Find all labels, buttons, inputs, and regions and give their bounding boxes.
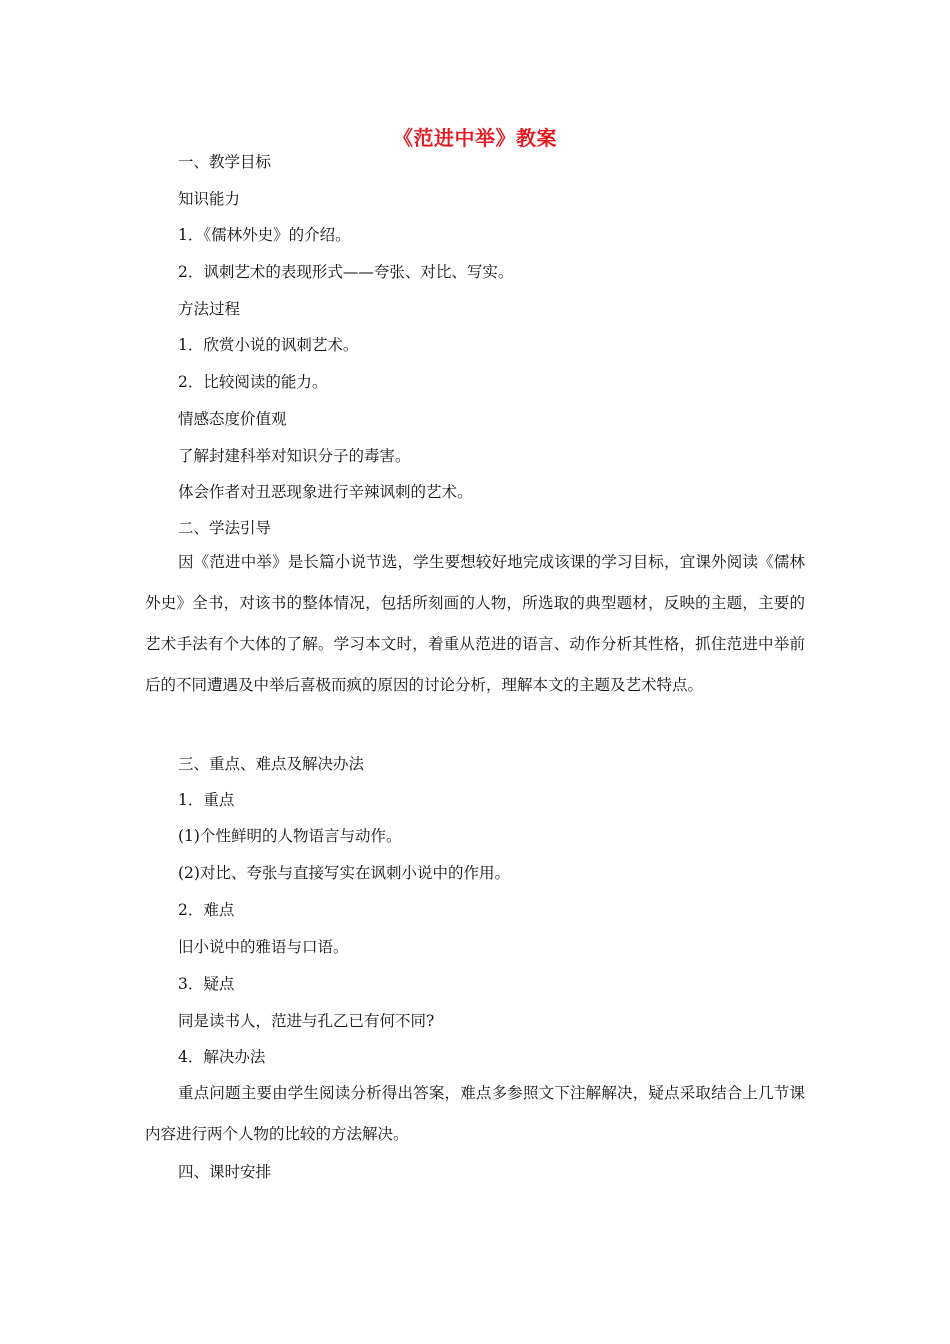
difficulty-item-1: 旧小说中的雅语与口语。 <box>178 938 349 956</box>
emotion-item-1: 了解封建科举对知识分子的毒害。 <box>178 447 411 465</box>
key-point-item-1: (1)个性鲜明的人物语言与动作。 <box>178 827 402 845</box>
document-title: 《范进中举》教案 <box>393 126 557 150</box>
doubt-heading: 3．疑点 <box>178 975 235 993</box>
method-item-2: 2．比较阅读的能力。 <box>178 373 328 391</box>
doubt-item-1: 同是读书人，范进与孔乙已有何不同? <box>178 1012 435 1030</box>
emotion-item-2: 体会作者对丑恶现象进行辛辣讽刺的艺术。 <box>178 483 473 501</box>
section-heading-schedule: 四、课时安排 <box>178 1163 272 1181</box>
section-heading-key-points: 三、重点、难点及解决办法 <box>178 755 365 773</box>
knowledge-item-2: 2．讽刺艺术的表现形式——夸张、对比、写实。 <box>178 263 514 281</box>
difficulty-heading: 2．难点 <box>178 901 235 919</box>
study-guide-paragraph: 因《范进中举》是长篇小说节选，学生要想较好地完成该课的学习目标，宜课外阅读《儒林外史》全书，对该书的整体情况，包括所刻画的人物，所选取的典型题材，反映的主题，主要的艺术手法有个大体的了解。学习本文时，着重从范进的语言、动作分析其性格，抓住范进中举前后的不同遭遇及中举后喜极而疯的原因的讨论分析，理解本文的主题及艺术特点。 <box>145 553 805 694</box>
solution-paragraph: 重点问题主要由学生阅读分析得出答案，难点多参照文下注解解决，疑点采取结合上几节课内容进行两个人物的比较的方法解决。 <box>145 1084 805 1143</box>
subheading-method: 方法过程 <box>178 300 241 318</box>
subheading-emotion: 情感态度价值观 <box>178 410 287 428</box>
key-point-heading: 1．重点 <box>178 791 235 809</box>
subheading-knowledge: 知识能力 <box>178 190 241 208</box>
section-heading-study-guide: 二、学法引导 <box>178 519 272 537</box>
method-item-1: 1．欣赏小说的讽刺艺术。 <box>178 336 359 354</box>
section-heading-objectives: 一、教学目标 <box>178 153 272 171</box>
key-point-item-2: (2)对比、夸张与直接写实在讽刺小说中的作用。 <box>178 864 510 882</box>
knowledge-item-1: 1．《儒林外史》的介绍。 <box>178 226 351 244</box>
solution-heading: 4．解决办法 <box>178 1048 266 1066</box>
